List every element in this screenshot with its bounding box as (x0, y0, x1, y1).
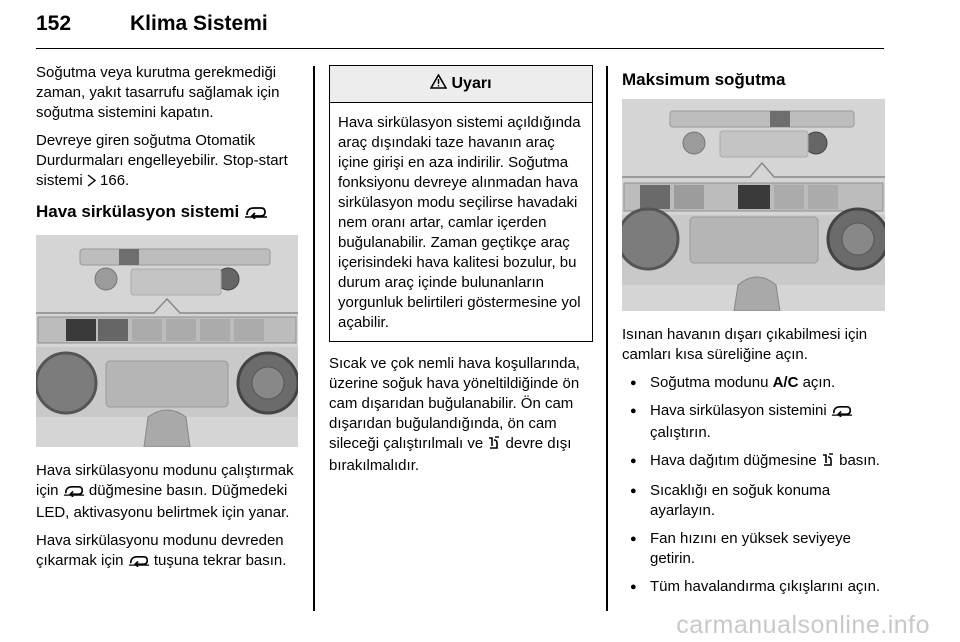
paragraph: Isınan havanın dışarı çıkabilmesi için camları kısa süreliğine açın. (622, 326, 868, 363)
recirculation-icon (128, 553, 150, 573)
paragraph (36, 531, 300, 573)
paragraph-text: Hava sirkülasyonu modunu çalıştırmak için (36, 462, 294, 499)
instruction-list (622, 373, 888, 597)
climate-panel-photo (36, 235, 298, 447)
section-heading: Maksimum soğutma (622, 70, 786, 89)
list-item-text: basın. (834, 452, 880, 469)
section-heading-text: Hava sirkülasyon sistemi (36, 202, 240, 221)
ac-key-label: A/C (772, 374, 799, 391)
list-item (622, 451, 888, 473)
paragraph (329, 354, 593, 476)
climate-panel-photo (622, 99, 885, 311)
recirculation-icon (831, 403, 853, 423)
paragraph-text: Devreye giren soğutma Otomatik Durdurmaları engelleyebilir. Stop-start sistemi (36, 132, 288, 189)
warning-box (329, 65, 593, 342)
warning-text: Hava sirkülasyon sistemi açıldığında araç dışındaki taze havanın araç içine girişi en aza indirilir. Soğutma fonksiyonu devreye alınmadan hava sirkülasyon modu seçilirse havadaki nem oranı artar, camlar içerden buğulanabilir. Zaman geçtikçe araç içerisindeki hava kalitesi bozulur, bu durum araç içinde bulunanların yorgunluk belirtileri göstermesine yol açabilir. (338, 114, 581, 331)
section-title: Klima Sistemi (130, 12, 268, 35)
page-reference[interactable]: 166. (100, 172, 130, 189)
ref-arrow-icon (87, 173, 96, 193)
list-item: ● Fan hızını en yüksek seviyeye getirin. (622, 529, 888, 569)
list-item-text: açın. (798, 374, 836, 391)
paragraph (36, 131, 300, 193)
list-item-text: Hava sirkülasyon sistemini (650, 402, 831, 419)
warning-title: Uyarı (451, 75, 492, 92)
warning-header (330, 66, 592, 103)
air-distribution-icon (487, 436, 501, 456)
list-item (622, 373, 888, 393)
warning-triangle-icon (430, 74, 447, 95)
list-item-text: çalıştırın. (650, 424, 711, 441)
list-item-text: Hava dağıtım düğmesine (650, 452, 821, 469)
list-item (622, 401, 888, 443)
middle-column (329, 63, 593, 484)
paragraph-text: düğmesine basın. Düğmedeki LED, aktivasyonu belirtmek için yanar. (36, 482, 290, 521)
list-item: ● Tüm havalandırma çıkışlarını açın. (622, 577, 888, 597)
paragraph-text: Sıcak ve çok nemli hava koşullarında, üzerine soğuk hava yöneltildiğinde ön cam dışarıdan buğulanabilir. Ön cam dışarıdan buğulandığında, ön cam sileceği çalıştırılmalı ve (329, 355, 580, 452)
left-column (36, 63, 300, 581)
section-heading (36, 201, 300, 225)
paragraph-text: Hava sirkülasyonu modunu devreden çıkarmak için (36, 532, 284, 569)
column-divider-left (313, 66, 315, 611)
list-item-text: Soğutma modunu (650, 374, 773, 391)
right-column (622, 63, 888, 605)
recirculation-icon (244, 203, 268, 225)
paragraph (36, 461, 300, 523)
paragraph: Soğutma veya kurutma gerekmediği zaman, yakıt tasarrufu sağlamak için soğutma sistemini kapatın. (36, 64, 280, 121)
column-divider-right (606, 66, 608, 611)
recirculation-icon (63, 483, 85, 503)
air-distribution-icon (821, 453, 835, 473)
paragraph-text: tuşuna tekrar basın. (149, 552, 287, 569)
page-number: 152 (36, 12, 72, 35)
paragraph-text: devre dışı bırakılmalıdır. (329, 435, 572, 474)
page-header (36, 8, 884, 49)
list-item: ● Sıcaklığı en soğuk konuma ayarlayın. (622, 481, 888, 521)
watermark: carmanualsonline.info (676, 611, 930, 639)
